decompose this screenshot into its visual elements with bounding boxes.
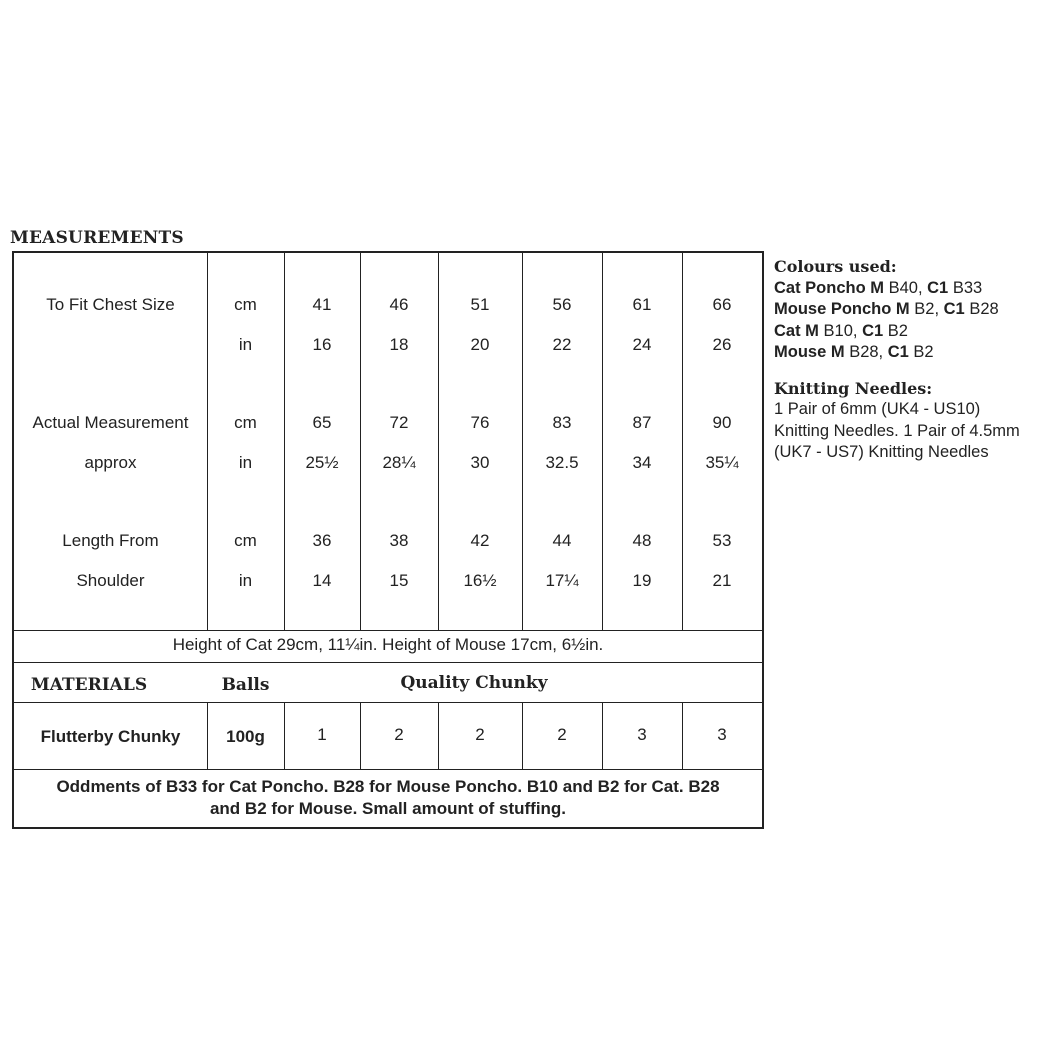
- materials-label: MATERIALS: [30, 675, 148, 695]
- measurement-value: 22: [552, 335, 572, 354]
- colour-item: Cat M: [774, 321, 819, 340]
- colour-contrast: B33: [952, 278, 983, 297]
- ball-quantity: 1: [317, 725, 327, 744]
- needles-line: Knitting Needles. 1 Pair of 4.5mm: [774, 421, 1020, 440]
- needles-list: [774, 399, 1056, 464]
- row-label: Shoulder: [76, 571, 145, 590]
- quality-label: Quality Chunky: [400, 673, 548, 693]
- colour-item: Cat Poncho M: [774, 278, 884, 297]
- unit-label: in: [238, 335, 253, 354]
- measurement-value: 16½: [463, 571, 497, 590]
- needles-line: 1 Pair of 6mm (UK4 - US10): [774, 400, 981, 418]
- ball-quantity: 2: [394, 725, 404, 744]
- measurement-value: 26: [712, 335, 732, 354]
- colour-entry: [774, 299, 1056, 321]
- measurement-value: 76: [470, 413, 490, 432]
- measurement-value: 15: [389, 571, 409, 590]
- needles-heading: Knitting Needles:: [774, 378, 933, 398]
- unit-label: cm: [234, 413, 257, 432]
- measurement-value: 24: [632, 335, 652, 354]
- colour-c1: C1: [862, 321, 884, 340]
- row-label: Actual Measurement: [32, 413, 189, 432]
- measurement-value: 56: [552, 295, 572, 314]
- unit-label: in: [238, 453, 253, 472]
- colour-main: B10,: [823, 321, 858, 340]
- ball-quantity: 3: [637, 725, 647, 744]
- oddments-note: and B2 for Mouse. Small amount of stuffing.: [209, 799, 567, 818]
- ball-quantity: 3: [717, 725, 727, 744]
- measurement-value: 66: [712, 295, 732, 314]
- colour-entry: [774, 342, 1056, 364]
- colour-contrast: B28: [969, 300, 999, 318]
- colour-c1: C1: [887, 343, 909, 361]
- measurement-value: 41: [312, 295, 332, 314]
- measurement-value: 36: [312, 531, 332, 550]
- measurement-value: 20: [470, 335, 490, 354]
- measurement-value: 34: [632, 453, 652, 472]
- colour-entry: [774, 278, 1056, 300]
- measurement-value: 46: [389, 295, 409, 314]
- yarn-weight: 100g: [226, 727, 265, 746]
- row-label: Length From: [62, 531, 159, 550]
- measurement-value: 32.5: [545, 453, 579, 472]
- row-label: approx: [84, 453, 137, 472]
- measurement-value: 51: [470, 295, 490, 314]
- colour-c1: C1: [943, 300, 965, 318]
- measurement-value: 48: [632, 531, 652, 550]
- colour-main: B28,: [849, 343, 884, 361]
- measurements-table: [12, 251, 764, 829]
- measurement-value: 87: [632, 413, 652, 432]
- needles-line: (UK7 - US7) Knitting Needles: [774, 443, 989, 461]
- colour-main: B2,: [914, 300, 940, 318]
- measurement-value: 83: [552, 413, 572, 432]
- yarn-name: Flutterby Chunky: [40, 727, 181, 746]
- measurement-value: 53: [712, 531, 732, 550]
- colour-item: Mouse M: [774, 343, 845, 361]
- measurement-value: 38: [389, 531, 409, 550]
- colour-item: Mouse Poncho M: [774, 300, 910, 318]
- measurement-value: 72: [389, 413, 409, 432]
- measurement-value: 90: [712, 413, 732, 432]
- info-sidebar: [774, 256, 1056, 464]
- ball-quantity: 2: [475, 725, 485, 744]
- measurement-value: 65: [312, 413, 332, 432]
- colour-c1: C1: [927, 278, 949, 297]
- measurement-value: 18: [389, 335, 409, 354]
- measurement-value: 30: [470, 453, 490, 472]
- colours-heading: Colours used:: [774, 257, 897, 276]
- measurement-value: 42: [470, 531, 490, 550]
- measurement-value: 28¼: [382, 453, 416, 472]
- oddments-note: Oddments of B33 for Cat Poncho. B28 for Mouse Poncho. B10 and B2 for Cat. B28: [56, 777, 720, 796]
- height-note: Height of Cat 29cm, 11¼in. Height of Mouse 17cm, 6½in.: [172, 635, 604, 654]
- measurement-value: 35¼: [705, 453, 739, 472]
- measurement-value: 19: [632, 571, 652, 590]
- colour-entry: [774, 321, 1056, 343]
- colour-main: B40,: [888, 278, 923, 297]
- row-label: To Fit Chest Size: [46, 295, 175, 314]
- measurement-value: 16: [312, 335, 332, 354]
- ball-quantity: 2: [557, 725, 567, 744]
- balls-label: Balls: [221, 675, 270, 695]
- measurement-value: 61: [632, 295, 652, 314]
- unit-label: cm: [234, 295, 257, 314]
- unit-label: in: [238, 571, 253, 590]
- measurement-value: 44: [552, 531, 572, 550]
- measurement-value: 21: [712, 571, 732, 590]
- measurement-value: 25½: [305, 453, 339, 472]
- colour-contrast: B2: [887, 321, 908, 340]
- measurement-value: 14: [312, 571, 332, 590]
- colour-contrast: B2: [913, 343, 934, 361]
- unit-label: cm: [234, 531, 257, 550]
- measurement-value: 17¼: [545, 571, 579, 590]
- measurements-heading: MEASUREMENTS: [10, 228, 184, 248]
- colours-list: [774, 278, 1056, 364]
